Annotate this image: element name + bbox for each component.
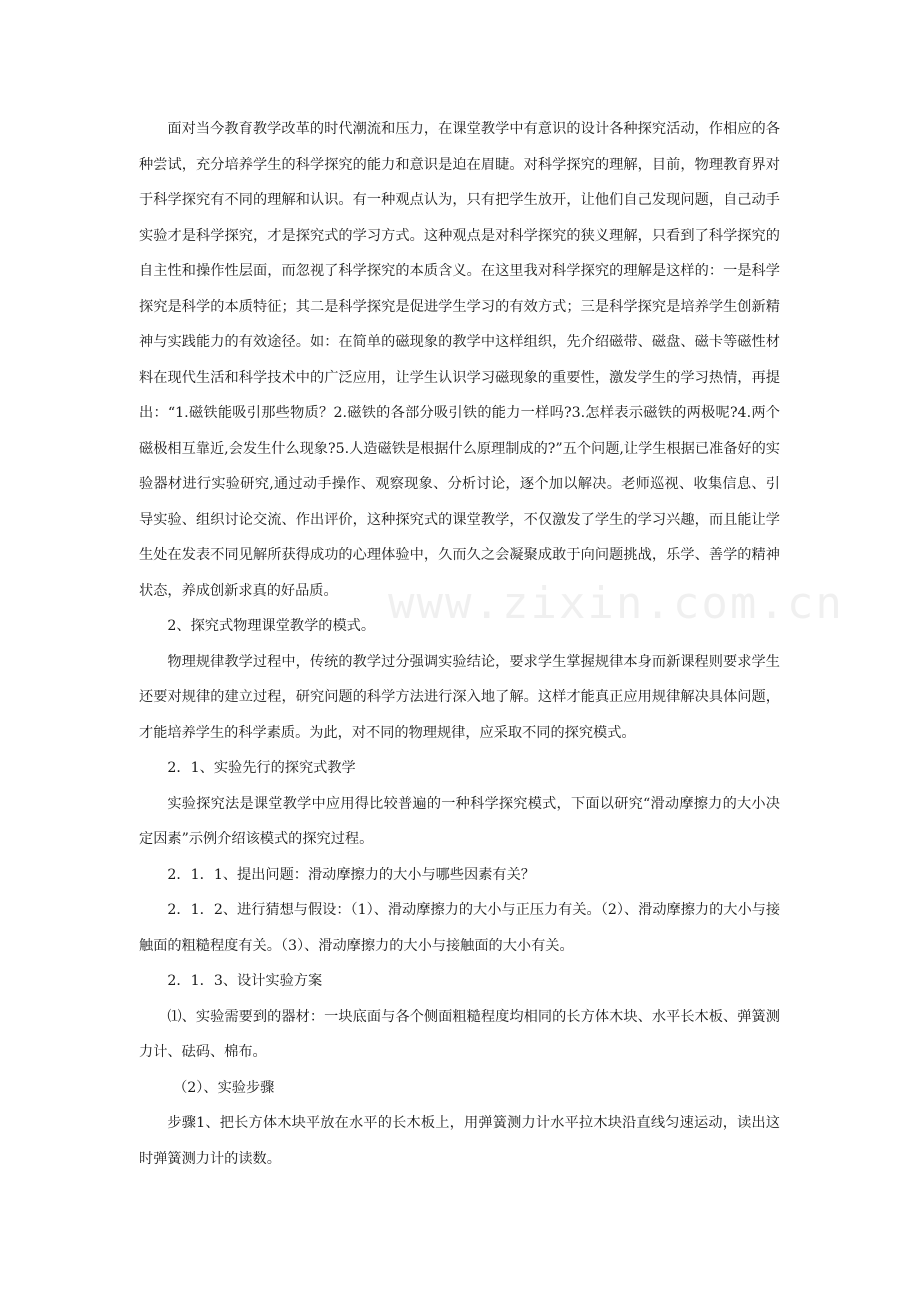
paragraph-step-1: 步骤1、把长方体木块平放在水平的长木板上，用弹簧测力计水平拉木块沿直线匀速运动，读出这时弹簧测力计的读数。: [139, 1115, 780, 1167]
heading-experiment-steps: （2）、实验步骤: [173, 1079, 275, 1096]
heading-section-2-1-3: 2．1．3、设计实验方案: [167, 973, 323, 989]
paragraph-hypothesis: 2．1．2、进行猜想与假设：（1）、滑动摩擦力的大小与正压力有关。（2）、滑动摩擦力的大小与接触面的粗糙程度有关。（3）、滑动摩擦力的大小与接触面的大小有关。: [139, 902, 781, 954]
heading-section-2-1: 2．1、实验先行的探究式教学: [167, 760, 356, 776]
heading-section-2: 2、探究式物理课堂教学的模式。: [167, 618, 376, 634]
document-body: [139, 112, 780, 1177]
heading-section-2-1-1: 2．1．1、提出问题：滑动摩擦力的大小与哪些因素有关？: [167, 866, 535, 883]
paragraph-intro: 面对当今教育教学改革的时代潮流和压力，在课堂教学中有意识的设计各种探究活动，作相应的各种尝试，充分培养学生的科学探究的能力和意识是迫在眉睫。对科学探究的理解，目前，物理教育界对于科学探究有不同的理解和认识。有一种观点认为，只有把学生放开，让他们自己发现问题，自己动手实验才是科学探究，才是探究式的学习方式。这种观点是对科学探究的狭义理解，只看到了科学探究的自主性和操作性层面，而忽视了科学探究的本质含义。在这里我对科学探究的理解是这样的：一是科学探究是科学的本质特征；其二是科学探究是促进学生学习的有效方式；三是科学探究是培养学生创新精神与实践能力的有效途径。如：在简单的磁现象的教学中这样组织，先介绍磁带、磁盘、磁卡等磁性材料在现代生活和科学技术中的广泛应用，让学生认识学习磁现象的重要性，激发学生的学习热情，再提出：“1.磁铁能吸引那些物质？2.磁铁的各部分吸引铁的能力一样吗?3.怎样表示磁铁的两极呢?4.两个磁极相互靠近,会发生什么现象?5.人造磁铁是根据什么原理制成的?”五个问题,让学生根据已准备好的实验器材进行实验研究,通过动手操作、观察现象、分析讨论，逐个加以解决。老师巡视、收集信息、引导实验、组织讨论交流、作出评价，这种探究式的课堂教学，不仅激发了学生的学习兴趣，而且能让学生处在发表不同见解所获得成功的心理体验中，久而久之会凝聚成敢于向问题挑战，乐学、善学的精神状态，养成创新求真的好品质。: [139, 121, 780, 599]
paragraph-equipment: ⑴、实验需要到的器材：一块底面与各个侧面粗糙程度均相同的长方体木块、水平长木板、弹簧测力计、砝码、棉布。: [139, 1008, 780, 1060]
paragraph-law-teaching: 物理规律教学过程中，传统的教学过分强调实验结论，要求学生掌握规律本身而新课程则要求学生还要对规律的建立过程，研究问题的科学方法进行深入地了解。这样才能真正应用规律解决具体问题，才能培养学生的科学素质。为此，对不同的物理规律，应采取不同的探究模式。: [139, 653, 780, 741]
paragraph-experiment-method: 实验探究法是课堂教学中应用得比较普遍的一种科学探究模式，下面以研究“滑动摩擦力的大小决定因素”示例介绍该模式的探究过程。: [139, 795, 780, 847]
watermark: www.zixin.com.cn: [388, 578, 844, 629]
